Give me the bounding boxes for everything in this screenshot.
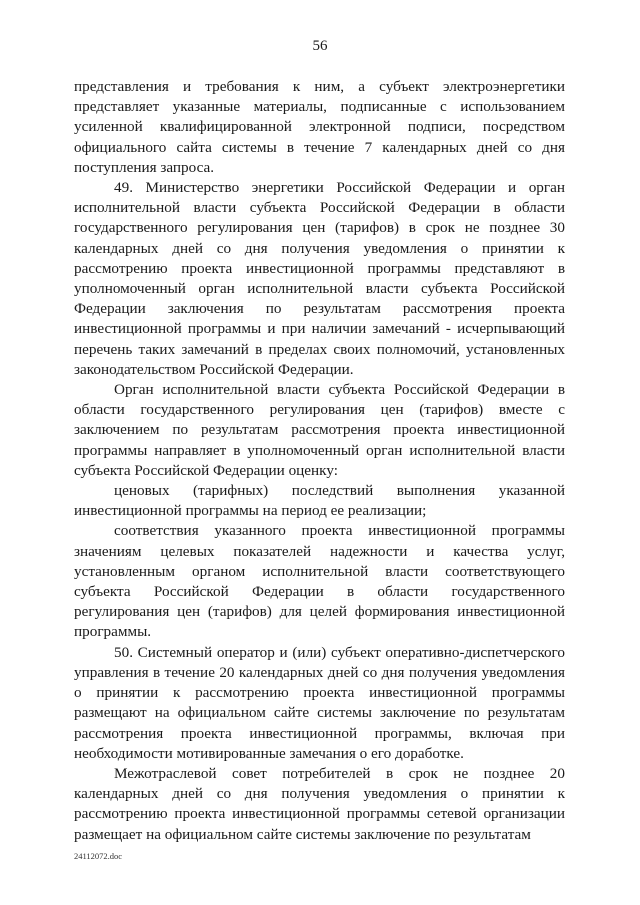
paragraph-regional-authority: Орган исполнительной власти субъекта Российской Федерации в области государственного регулирования цен (тарифов) вместе с заключением по результатам рассмотрения проекта инвестиционной программы направляет в уполномоченный орган исполнительной власти субъекта Российской Федерации оценку:	[74, 381, 565, 479]
paragraph-target-indicators: соответствия указанного проекта инвестиционной программы значениям целевых показателей надежности и качества услуг, установленным органом исполнительной власти соответствующего субъекта Российской Федерации в области государственного регулирования цен (тарифов) для целей формирования инвестиционной программы.	[74, 522, 565, 641]
page-number: 56	[312, 38, 328, 54]
paragraph-item-49: 49. Министерство энергетики Российской Федерации и орган исполнительной власти субъекта Российской Федерации в области государственного регулирования цен (тарифов) в срок не позднее 30 календарных дней со дня получения уведомления о принятии к рассмотрению проекта инвестиционной программы представляют в уполномоченный орган исполнительной власти субъекта Российской Федерации заключения по результатам рассмотрения проекта инвестиционной программы и при наличии замечаний - исчерпывающий перечень таких замечаний в пределах своих полномочий, установленных законодательством Российской Федерации.	[74, 179, 565, 378]
document-body	[74, 77, 565, 845]
footer-document-code: 24112072.doc	[74, 851, 123, 861]
paragraph-continuation: представления и требования к ним, а субъект электроэнергетики представляет указанные материалы, подписанные с использованием усиленной квалифицированной электронной подписи, посредством официального сайта системы в течение 7 календарных дней со дня поступления запроса.	[74, 78, 565, 176]
paragraph-item-50: 50. Системный оператор и (или) субъект оперативно-диспетчерского управления в течение 20 календарных дней со дня получения уведомления о принятии к рассмотрению проекта инвестиционной программы размещают на официальном сайте системы заключение по результатам рассмотрения проекта инвестиционной программы, включая при необходимости мотивированные замечания о его доработке.	[74, 643, 565, 762]
paragraph-price-consequences: ценовых (тарифных) последствий выполнения указанной инвестиционной программы на период ее реализации;	[74, 482, 565, 520]
paragraph-consumer-council: Межотраслевой совет потребителей в срок не позднее 20 календарных дней со дня получения уведомления о принятии к рассмотрению проекта инвестиционной программы сетевой организации размещает на официальном сайте системы заключение по результатам	[74, 764, 565, 843]
